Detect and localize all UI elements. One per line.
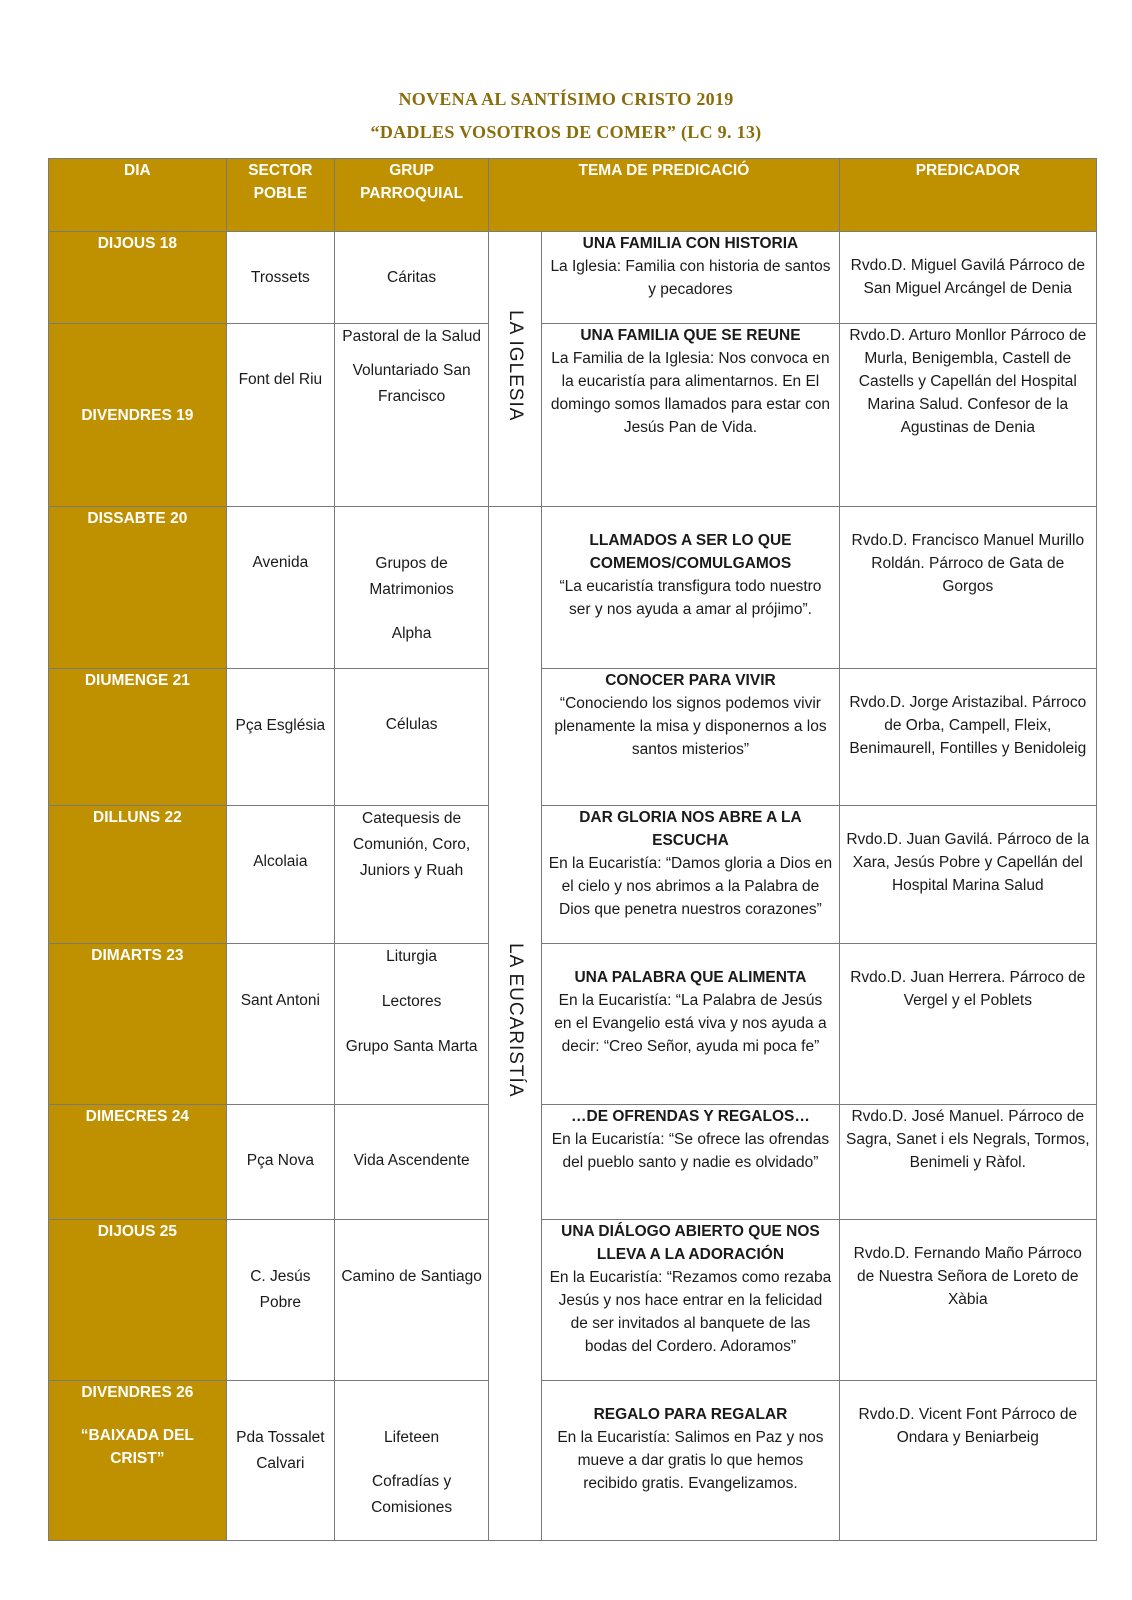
day-label: DIVENDRES 26 [81,1384,194,1401]
predicador-cell [839,944,1096,1105]
theme-label-eucaristia [489,507,542,1541]
tema-title: UNA DIÁLOGO ABIERTO QUE NOS LLEVA A LA ADORACIÓN [561,1223,820,1263]
sector-cell: Sant Antoni [226,944,334,1105]
sector-cell: Pça Nova [226,1105,334,1220]
group-cell [334,669,488,806]
tema-title: …DE OFRENDAS Y REGALOS… [571,1108,810,1125]
group-cell [334,324,488,507]
predicador-text: Rvdo.D. Jorge Aristazibal. Párroco de Orba, Campell, Fleix, Benimaurell, Fontilles y Benidoleig [849,694,1087,757]
tema-title: UNA PALABRA QUE ALIMENTA [574,969,807,986]
day-cell: DISSABTE 20 [49,507,227,669]
table-row [49,324,1097,507]
tema-title: UNA FAMILIA CON HISTORIA [582,235,799,252]
tema-body: “La eucaristía transfigura todo nuestro ser y nos ayuda a amar al prójimo”. [559,578,822,618]
novena-schedule-table [48,158,1097,1541]
predicador-text: Rvdo.D. Francisco Manuel Murillo Roldán. Párroco de Gata de Gorgos [851,532,1085,595]
theme-iglesia-text: LA IGLESIA [504,309,526,422]
day-cell [49,1381,227,1541]
predicador-cell [839,669,1096,806]
table-header-row [49,159,1097,232]
day-cell: DIMARTS 23 [49,944,227,1105]
table-row [49,1381,1097,1541]
predicador-cell [839,1105,1096,1220]
predicador-cell [839,1381,1096,1541]
tema-title: REGALO PARA REGALAR [593,1406,788,1423]
predicador-text: Rvdo.D. José Manuel. Párroco de Sagra, Sanet i els Negrals, Tormos, Benimeli y Ràfol. [846,1108,1090,1171]
day-cell: DIVENDRES 19 [49,324,227,507]
group-name: Catequesis de Comunión, Coro, Juniors y Ruah [353,810,471,879]
group-name: Camino de Santiago [341,1268,482,1285]
header-grup-parroquial: GRUP PARROQUIAL [334,159,488,232]
predicador-text: Rvdo.D. Vicent Font Párroco de Ondara y Beniarbeig [858,1406,1078,1446]
group-name: Cofradías y Comisiones [371,1473,453,1516]
day-cell: DIMECRES 24 [49,1105,227,1220]
tema-body: En la Eucaristía: “Damos gloria a Dios en el cielo y nos abrimos a la Palabra de Dios que penetra nuestros corazones” [548,855,833,918]
sector-cell: C. Jesús Pobre [226,1220,334,1381]
tema-cell [542,1220,839,1381]
day-cell: DIUMENGE 21 [49,669,227,806]
sector-cell: Avenida [226,507,334,669]
theme-eucaristia-text: LA EUCARISTÍA [504,942,526,1098]
group-name: Vida Ascendente [353,1152,470,1169]
predicador-cell [839,232,1096,324]
day-cell: DIJOUS 25 [49,1220,227,1381]
tema-title: LLAMADOS A SER LO QUE COMEMOS/COMULGAMOS [589,532,792,572]
sector-cell: Font del Riu [226,324,334,507]
sector-cell: Alcolaia [226,806,334,944]
document-subtitle: “DADLES VOSOTROS DE COMER” (LC 9. 13) [370,122,762,142]
table-row [49,944,1097,1105]
day-subtitle: “BAIXADA DEL CRIST” [80,1427,194,1467]
group-name: Liturgia [386,948,438,965]
group-name: Cáritas [387,269,437,286]
group-cell [334,232,488,324]
group-cell [334,1381,488,1541]
tema-cell [542,669,839,806]
group-name: Voluntariado San Francisco [352,362,471,405]
tema-cell [542,324,839,507]
tema-cell [542,944,839,1105]
group-name: Grupos de Matrimonios [369,555,454,598]
theme-label-iglesia [489,232,542,507]
group-cell [334,1105,488,1220]
group-name: Pastoral de la Salud [342,328,481,345]
tema-cell [542,1105,839,1220]
table-row [49,232,1097,324]
day-cell: DILLUNS 22 [49,806,227,944]
tema-body: La Familia de la Iglesia: Nos convoca en la eucaristía para alimentarnos. En El domingo somos llamados para estar con Jesús Pan de Vida. [550,350,831,436]
table-row [49,1220,1097,1381]
tema-body: En la Eucaristía: “Rezamos como rezaba Jesús y nos hace entrar en la felicidad de ser invitados al banquete de las bodas del Cordero. Adoramos” [549,1269,832,1355]
group-cell [334,507,488,669]
tema-body: “Conociendo los signos podemos vivir plenamente la misa y disponernos a los santos misterios” [554,695,827,758]
tema-cell [542,232,839,324]
predicador-cell [839,1220,1096,1381]
tema-body: En la Eucaristía: “Se ofrece las ofrendas del pueblo santo y nadie es olvidado” [551,1131,830,1171]
table-row [49,669,1097,806]
table-row [49,806,1097,944]
predicador-text: Rvdo.D. Juan Herrera. Párroco de Vergel y el Poblets [850,969,1086,1009]
table-row [49,507,1097,669]
sector-cell: Pça Església [226,669,334,806]
group-name: Grupo Santa Marta [345,1038,478,1055]
tema-body: La Iglesia: Familia con historia de santos y pecadores [550,258,831,298]
tema-cell [542,1381,839,1541]
tema-body: En la Eucaristía: Salimos en Paz y nos mueve a dar gratis lo que hemos recibido gratis. Evangelizamos. [557,1429,824,1492]
predicador-text: Rvdo.D. Arturo Monllor Párroco de Murla, Benigembla, Castell de Castells y Capellán del Hospital Marina Salud. Confesor de la Agustinas de Denia [849,327,1087,436]
header-sector-poble: SECTOR POBLE [226,159,334,232]
table-row [49,1105,1097,1220]
tema-cell [542,806,839,944]
group-cell [334,944,488,1105]
group-name: Lectores [381,993,442,1010]
tema-cell [542,507,839,669]
document-title: NOVENA AL SANTÍSIMO CRISTO 2019 [398,89,734,109]
predicador-cell [839,324,1096,507]
day-cell: DIJOUS 18 [49,232,227,324]
tema-title: UNA FAMILIA QUE SE REUNE [580,327,801,344]
group-cell [334,1220,488,1381]
group-name: Lifeteen [384,1429,440,1446]
tema-body: En la Eucaristía: “La Palabra de Jesús en el Evangelio está viva y nos ayuda a decir: “Creo Señor, ayuda mi poca fe” [554,992,827,1055]
header-dia: DIA [49,159,227,232]
group-name: Células [385,716,438,733]
predicador-cell [839,806,1096,944]
predicador-text: Rvdo.D. Fernando Maño Párroco de Nuestra Señora de Loreto de Xàbia [853,1245,1082,1308]
tema-title: DAR GLORIA NOS ABRE A LA ESCUCHA [579,809,802,849]
sector-cell: Pda Tossalet Calvari [226,1381,334,1541]
group-cell [334,806,488,944]
sector-cell: Trossets [226,232,334,324]
predicador-text: Rvdo.D. Juan Gavilá. Párroco de la Xara, Jesús Pobre y Capellán del Hospital Marina Salud [846,831,1090,894]
header-tema-predicacio: TEMA DE PREDICACIÓ [489,159,839,232]
group-name: Alpha [391,625,432,642]
tema-title: CONOCER PARA VIVIR [605,672,776,689]
header-predicador: PREDICADOR [839,159,1096,232]
predicador-text: Rvdo.D. Miguel Gavilá Párroco de San Miguel Arcángel de Denia [850,257,1085,297]
predicador-cell [839,507,1096,669]
